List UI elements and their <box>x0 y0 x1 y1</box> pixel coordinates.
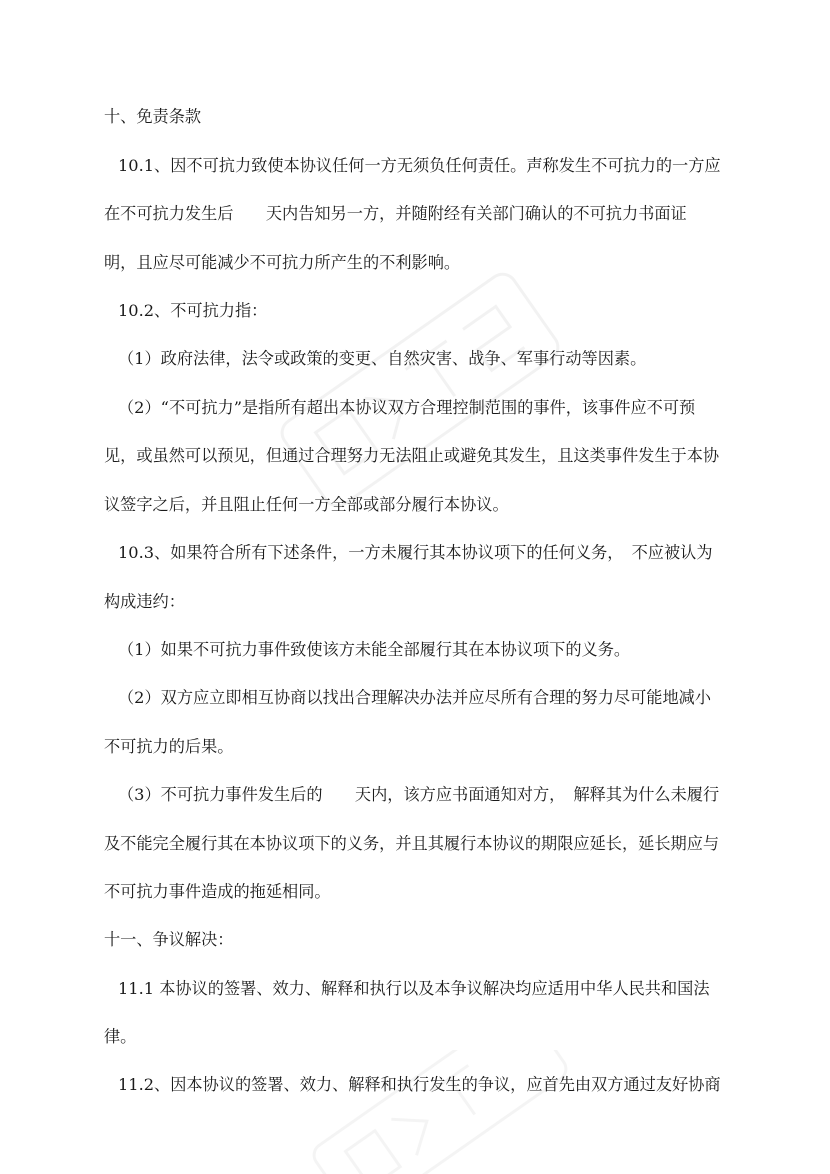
clause-10-1-line-3: 明，且应尽可能减少不可抗力所产生的不利影响。 <box>104 253 461 272</box>
clause-10-3-item-2-line-1: （2）双方应立即相互协商以找出合理解决办法并应尽所有合理的努力尽可能地减小 <box>118 688 712 707</box>
clause-10-2-item-2-line-3: 议签字之后，并且阻止任何一方全部或部分履行本协议。 <box>104 495 509 514</box>
clause-11-1-line-2: 律。 <box>104 1027 137 1046</box>
clause-10-2-item-1: （1）政府法律，法令或政策的变更、自然灾害、战争、军事行动等因素。 <box>118 349 647 368</box>
clause-10-3-item-3-line-3: 不可抗力事件造成的拖延相同。 <box>104 882 331 901</box>
clause-10-3-item-1: （1）如果不可抗力事件致使该方未能全部履行其在本协议项下的义务。 <box>118 640 631 659</box>
section-10-heading: 十、免责条款 <box>104 107 202 126</box>
clause-11-1-line-1: 11.1 本协议的签署、效力、解释和执行以及本争议解决均应适用中华人民共和国法 <box>118 979 710 998</box>
clause-10-3-item-3-line-1: （3）不可抗力事件发生后的 天内，该方应书面通知对方， 解释其为什么未履行 <box>118 785 720 804</box>
clause-10-3-item-3-line-2: 及不能完全履行其在本协议项下的义务，并且其履行本协议的期限应延长，延长期应与 <box>104 834 720 853</box>
clause-10-1-line-1: 10.1、因不可抗力致使本协议任何一方无须负任何责任。声称发生不可抗力的一方应 <box>118 156 721 175</box>
clause-10-3-line-2: 构成违约： <box>104 592 185 611</box>
clause-11-2-line-1: 11.2、因本协议的签署、效力、解释和执行发生的争议，应首先由双方通过友好协商 <box>118 1075 721 1094</box>
watermark-logo-icon-bottom <box>280 1050 600 1174</box>
clause-10-3-item-2-line-2: 不可抗力的后果。 <box>104 737 234 756</box>
clause-10-3-line-1: 10.3、如果符合所有下述条件，一方未履行其本协议项下的任何义务， 不应被认为 <box>118 543 713 562</box>
clause-10-2-item-2-line-1: （2）“不可抗力”是指所有超出本协议双方合理控制范围的事件，该事件应不可预 <box>118 398 696 417</box>
section-11-heading: 十一、争议解决： <box>104 930 234 949</box>
clause-10-2-item-2-line-2: 见，或虽然可以预见，但通过合理努力无法阻止或避免其发生，且这类事件发生于本协 <box>104 446 720 465</box>
clause-10-1-line-2: 在不可抗力发生后 天内告知另一方，并随附经有关部门确认的不可抗力书面证 <box>104 204 687 223</box>
clause-10-2-heading: 10.2、不可抗力指： <box>118 301 268 320</box>
